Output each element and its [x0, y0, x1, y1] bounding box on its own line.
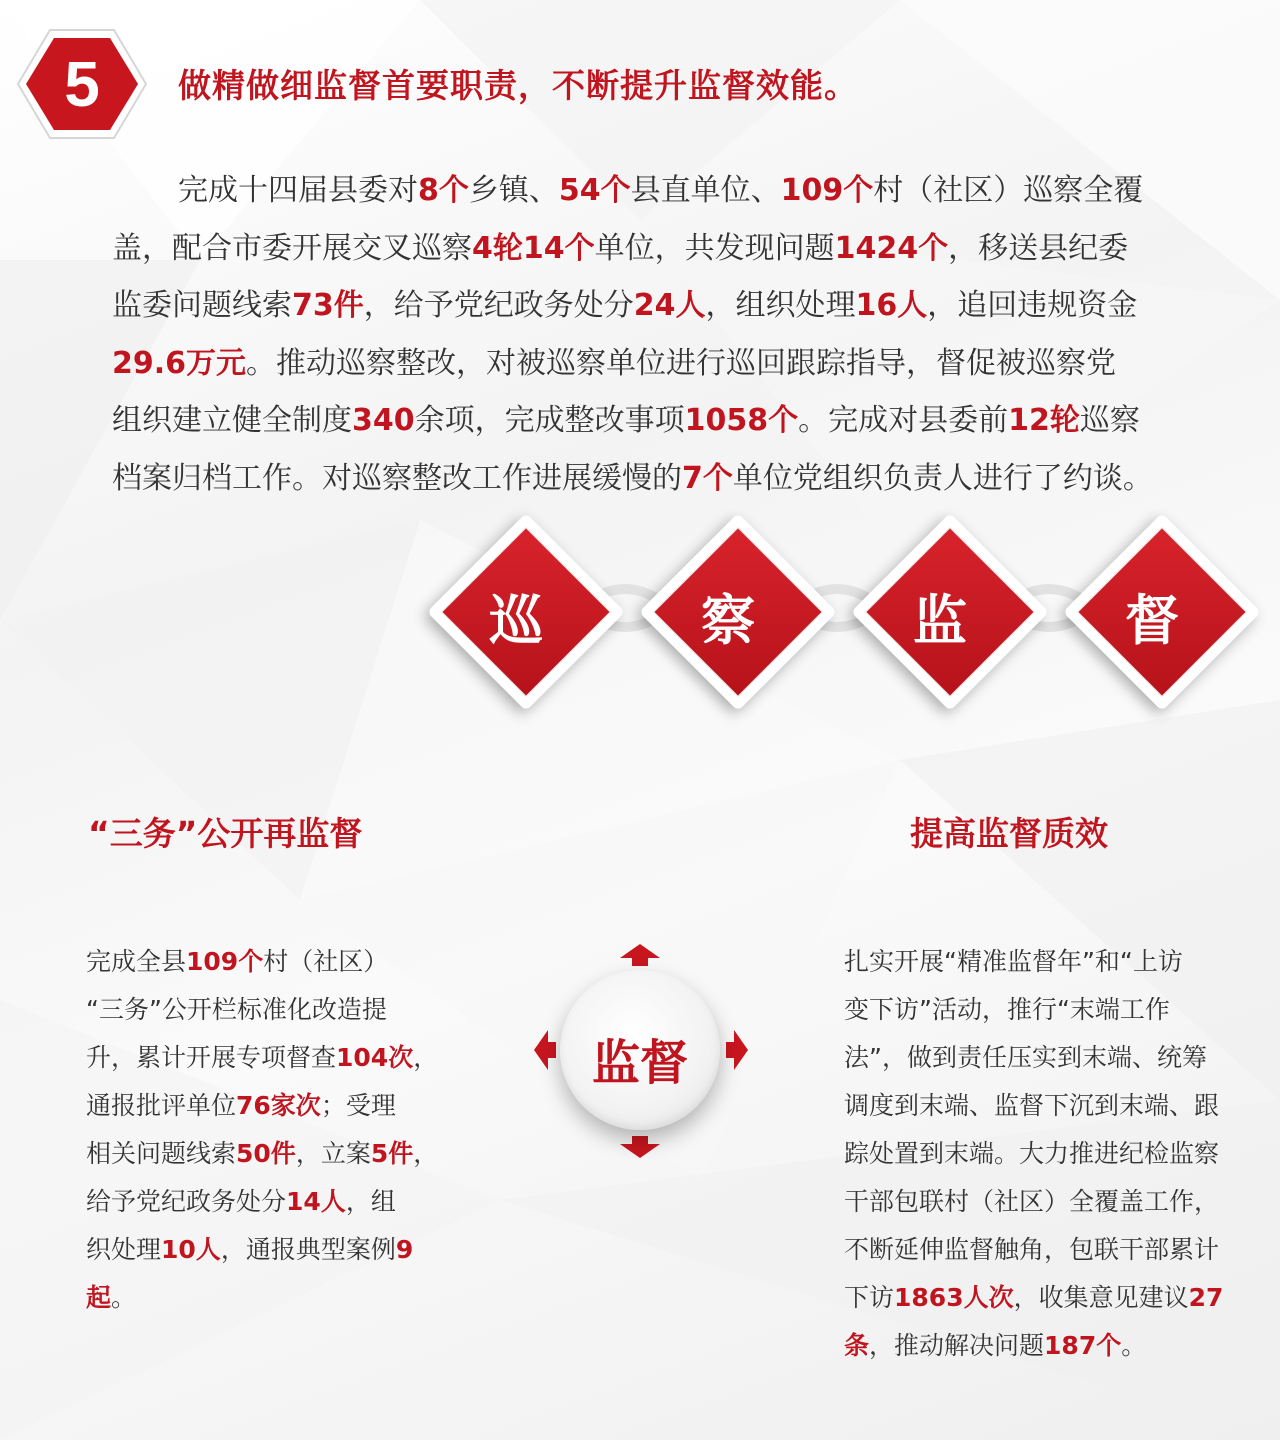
text-line	[844, 1178, 1264, 1226]
diamond-label-1: 巡	[489, 589, 543, 652]
text-segment: 完成十四届县委对	[178, 173, 418, 208]
text-segment: 扎实开展“精准监督年”和“上访	[844, 947, 1183, 976]
text-line	[86, 938, 466, 986]
right-section-text	[844, 938, 1264, 1370]
supervision-hub	[530, 940, 750, 1160]
text-segment: 升，累计开展专项督查	[86, 1043, 337, 1072]
highlight-figure: 1863人次	[894, 1283, 1014, 1312]
text-segment: ，立案	[295, 1139, 371, 1168]
text-segment: 。完成对县委前	[798, 403, 1009, 438]
diamond-chain	[440, 530, 1260, 710]
highlight-figure: 73件	[292, 288, 364, 323]
text-line	[844, 986, 1264, 1034]
text-segment: ，推动解决问题	[869, 1331, 1045, 1360]
text-segment: 调度到末端、监督下沉到末端、跟	[844, 1091, 1220, 1120]
diamond-label-4: 督	[1125, 589, 1179, 652]
highlight-figure: 16人	[855, 288, 928, 323]
text-segment: 通报批评单位	[86, 1091, 237, 1120]
text-line	[844, 1322, 1264, 1370]
highlight-figure: 29.6万元	[112, 345, 247, 381]
text-segment: 巡察	[1079, 403, 1140, 438]
highlight-figure: 24人	[633, 288, 706, 323]
text-segment: 给予党纪政务处分	[86, 1187, 287, 1216]
highlight-figure: 10人	[161, 1235, 221, 1264]
arrow-up-icon	[616, 940, 664, 970]
highlight-figure: 1424个	[834, 230, 949, 266]
text-line	[86, 1274, 466, 1322]
right-section-heading: 提高监督质效	[910, 814, 1108, 853]
text-segment: 档案归档工作。对巡察整改工作进展缓慢的	[112, 460, 682, 496]
highlight-figure: 340	[352, 403, 415, 438]
diamond-label-3: 监	[913, 589, 967, 652]
text-segment: ，组	[345, 1187, 396, 1216]
arrow-down-icon	[616, 1132, 664, 1162]
text-segment: 村（社区）	[263, 947, 389, 976]
text-segment: 完成全县	[86, 947, 187, 976]
text-segment: 变下访”活动，推行“末端工作	[844, 995, 1170, 1024]
text-segment: 织处理	[86, 1235, 162, 1264]
text-segment: ，移送县纪委	[948, 230, 1129, 266]
text-line	[86, 1130, 466, 1178]
text-segment: 盖，配合市委开展交叉巡察	[112, 230, 472, 266]
highlight-figure: 条	[844, 1331, 870, 1360]
intro-paragraph	[112, 162, 1212, 507]
highlight-figure: 1058个	[684, 403, 799, 438]
text-segment: ，给予党纪政务处分	[363, 288, 634, 323]
text-segment: “三务”公开栏标准化改造提	[86, 995, 387, 1024]
text-line	[112, 392, 1212, 450]
text-segment: ，通报典型案例	[220, 1235, 396, 1264]
text-line	[86, 986, 466, 1034]
text-segment: 监委问题线索	[112, 288, 292, 323]
highlight-figure: 76家次	[236, 1091, 321, 1120]
highlight-figure: 7个	[682, 460, 733, 496]
text-line	[844, 1274, 1264, 1322]
text-line	[844, 1226, 1264, 1274]
diamond-label-2: 察	[701, 589, 755, 652]
highlight-figure: 50件	[236, 1139, 296, 1168]
text-segment: ，组织处理	[705, 288, 856, 323]
text-segment: 乡镇、	[468, 173, 559, 208]
text-segment: 单位党组织负责人进行了约谈。	[732, 460, 1153, 496]
text-segment: 相关问题线索	[86, 1139, 237, 1168]
text-segment: 下访	[844, 1283, 895, 1312]
center-label: 监督	[591, 1035, 688, 1091]
text-segment: 。推动巡察整改，对被巡察单位进行巡回跟踪指导，督促被巡察党	[246, 345, 1117, 381]
text-line	[86, 1178, 466, 1226]
highlight-figure: 起	[86, 1283, 112, 1312]
text-line	[844, 1130, 1264, 1178]
text-line	[112, 220, 1212, 278]
page-title: 做精做细监督首要职责，不断提升监督效能。	[178, 66, 858, 105]
left-section-text	[86, 938, 466, 1322]
text-line	[112, 450, 1212, 508]
highlight-figure: 54个	[558, 173, 631, 208]
text-segment: ，	[413, 1139, 439, 1168]
text-line	[844, 1034, 1264, 1082]
text-line	[86, 1082, 466, 1130]
text-segment: 县直单位、	[630, 173, 781, 208]
text-segment: ；受理	[320, 1091, 396, 1120]
text-segment: 村（社区）巡察全覆	[873, 173, 1144, 208]
section-number: 5	[64, 48, 100, 120]
text-line	[844, 938, 1264, 986]
text-segment: ，收集意见建议	[1013, 1283, 1189, 1312]
text-line	[112, 162, 1212, 220]
highlight-figure: 27	[1188, 1283, 1224, 1312]
text-line	[112, 335, 1212, 393]
text-line	[86, 1226, 466, 1274]
text-line	[86, 1034, 466, 1082]
text-segment: 法”，做到责任压实到末端、统筹	[844, 1043, 1207, 1072]
text-segment: 不断延伸监督触角，包联干部累计	[844, 1235, 1220, 1264]
arrow-right-icon	[722, 1026, 752, 1074]
text-segment: 单位，共发现问题	[594, 230, 835, 266]
text-segment: ，追回违规资金	[927, 288, 1138, 323]
arrow-left-icon	[530, 1026, 560, 1074]
highlight-figure: 109个	[780, 173, 874, 208]
text-segment: 踪处置到末端。大力推进纪检监察	[844, 1139, 1220, 1168]
highlight-figure: 14人	[286, 1187, 346, 1216]
text-segment: 。	[111, 1283, 137, 1312]
text-segment: ，	[413, 1043, 439, 1072]
text-segment: 组织建立健全制度	[112, 403, 352, 438]
highlight-figure: 187个	[1044, 1331, 1122, 1360]
text-segment: 。	[1121, 1331, 1147, 1360]
text-segment: 余项，完成整改事项	[414, 403, 685, 438]
highlight-figure: 8个	[418, 173, 469, 208]
text-line	[844, 1082, 1264, 1130]
highlight-figure: 12轮	[1008, 403, 1080, 438]
left-section-heading: “三务”公开再监督	[88, 814, 363, 853]
highlight-figure: 109个	[186, 947, 264, 976]
highlight-figure: 104次	[336, 1043, 414, 1072]
highlight-figure: 5件	[370, 1139, 414, 1168]
highlight-figure: 4轮14个	[472, 230, 595, 266]
text-segment: 干部包联村（社区）全覆盖工作，	[844, 1187, 1220, 1216]
highlight-figure: 9	[395, 1235, 414, 1264]
text-line	[112, 277, 1212, 335]
